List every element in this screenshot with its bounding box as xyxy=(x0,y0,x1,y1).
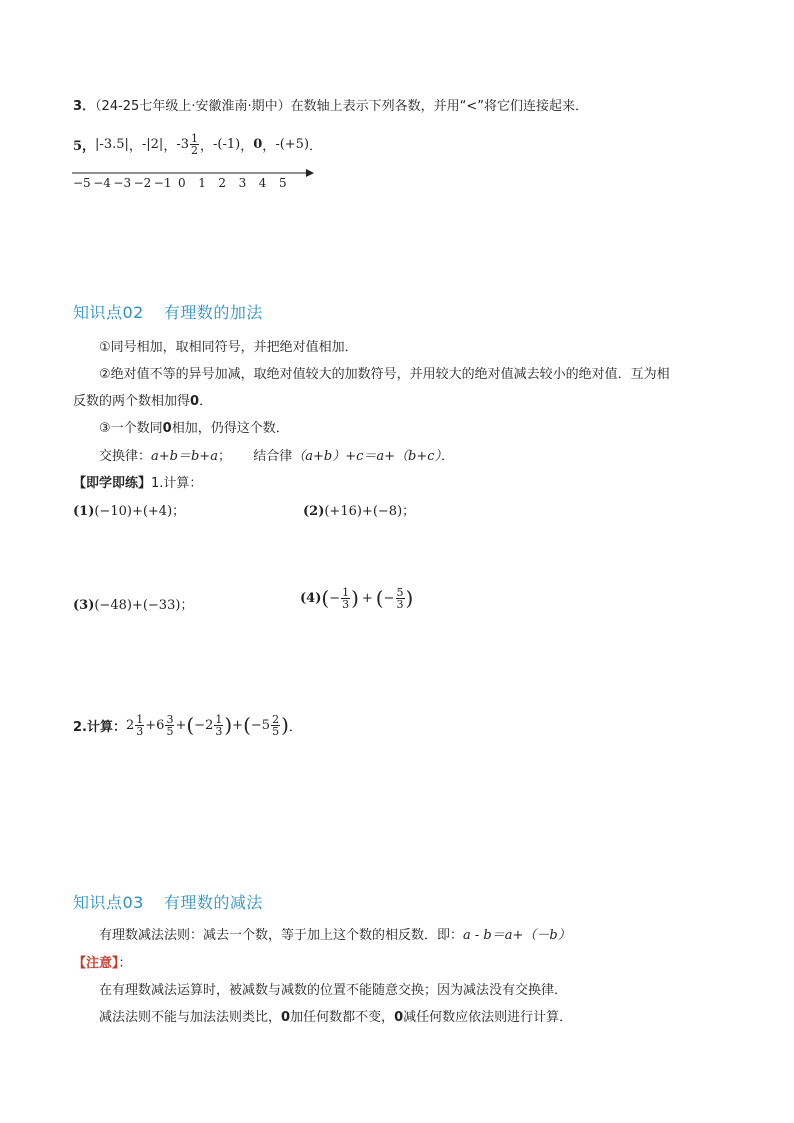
axis-tick-label: −3 xyxy=(113,176,132,190)
num-neg-pos-5: -(+5) xyxy=(275,136,310,152)
problem-1: (1)(−10)+(+4)； xyxy=(73,504,186,519)
num-0: 0 xyxy=(253,136,263,152)
question-number: 3． xyxy=(73,99,96,114)
practice-title: 1.计算： xyxy=(151,476,203,491)
rule-2-line-1: ②绝对值不等的异号加减，取绝对值较大的加数符号，并用较大的绝对值减去较小的绝对值．互为相 xyxy=(99,367,670,382)
axis-tick-label: 1 xyxy=(198,176,206,190)
axis-tick-label: −2 xyxy=(133,176,152,190)
problem-2: (2)(+16)+(−8)； xyxy=(303,504,416,519)
note-2: 减法法则不能与加法法则类比，0加任何数都不变，0减任何数应依法则进行计算． xyxy=(99,1010,573,1025)
practice-header xyxy=(73,472,202,491)
sep: ， xyxy=(240,138,254,154)
axis-tick-label: 0 xyxy=(178,176,186,190)
question-prompt: 在数轴上表示下列各数，并用“<”将它们连接起来． xyxy=(290,99,588,114)
number-line xyxy=(70,166,320,194)
associative-label: 结合律 xyxy=(253,449,293,464)
section-heading-03 xyxy=(73,890,263,913)
axis-tick-label: 4 xyxy=(258,176,267,190)
note-tag: 【注意】 xyxy=(73,956,119,971)
num-mixed-whole: -3 xyxy=(176,136,190,152)
problem-3: (3)(−48)+(−33)； xyxy=(73,598,194,613)
practice-tag: 【即学即练】 xyxy=(73,476,152,491)
axis-tick-label: −5 xyxy=(73,176,91,190)
num-5: 5， xyxy=(73,138,96,154)
question-3-header xyxy=(73,95,588,114)
axis-tick-label: −4 xyxy=(93,176,111,190)
problem-4: (4) ( − $\frac{1}{3}$ ) + ( − $\frac{5}{3}$ ) xyxy=(300,585,414,611)
axis-tick-label: 2 xyxy=(218,176,227,190)
question-source: （24-25七年级上·安徽淮南·期中） xyxy=(95,99,291,114)
sep: ， xyxy=(163,138,177,154)
section-title: 有理数的加法 xyxy=(163,303,263,322)
number-list xyxy=(73,128,322,160)
question-2: 2.计算： 2 $\frac{1}{3}$ + 6 $\frac{3}{5}$ + ( − 2 $\frac{1}{3}$ ) + ( − 5 $\frac{2}{5}$ ) ． xyxy=(73,712,302,738)
laws: 交换律：a+b＝b+a； 结合律（a+b）+c＝a+（b+c）． xyxy=(99,449,455,464)
rule-1: ①同号相加，取相同符号，并把绝对值相加． xyxy=(99,340,358,355)
section-label: 知识点03 xyxy=(73,893,144,912)
section-title: 有理数的减法 xyxy=(163,893,263,912)
section-label: 知识点02 xyxy=(73,303,144,322)
rule-3: ③一个数同0相加，仍得这个数． xyxy=(99,421,289,436)
num-mixed-fraction: $\frac{1}{2}$ xyxy=(191,131,199,157)
sep: ， xyxy=(128,138,142,154)
commutative-formula: a+b＝b+a xyxy=(151,449,218,464)
num-neg-abs-2: -|2| xyxy=(141,136,164,152)
axis-tick-label: −1 xyxy=(153,176,172,190)
rule-2-line-2: 反数的两个数相加得0． xyxy=(73,394,213,409)
note-1: 在有理数减法运算时，被减数与减数的位置不能随意交换；因为减法没有交换律． xyxy=(99,983,568,998)
num-neg-neg-1: -(-1) xyxy=(213,136,241,152)
associative-formula: （a+b）+c＝a+（b+c） xyxy=(292,449,442,464)
commutative-label: 交换律： xyxy=(99,449,152,464)
num-abs-3-5: |-3.5| xyxy=(95,136,129,152)
sep: ． xyxy=(309,138,323,154)
subtraction-rule: 有理数减法法则：减去一个数，等于加上这个数的相反数．即：a - b＝a+（－b） xyxy=(99,928,571,943)
axis-tick-label: 5 xyxy=(279,176,287,190)
section-heading-02 xyxy=(73,300,263,323)
note-header: 【注意】： xyxy=(73,956,132,971)
subtraction-formula: a - b＝a+（－b） xyxy=(463,928,571,943)
axis-tick-label: 3 xyxy=(238,176,247,190)
sep: ， xyxy=(262,138,276,154)
question-2-label: 2.计算： xyxy=(73,719,126,735)
sep: ， xyxy=(200,138,214,154)
